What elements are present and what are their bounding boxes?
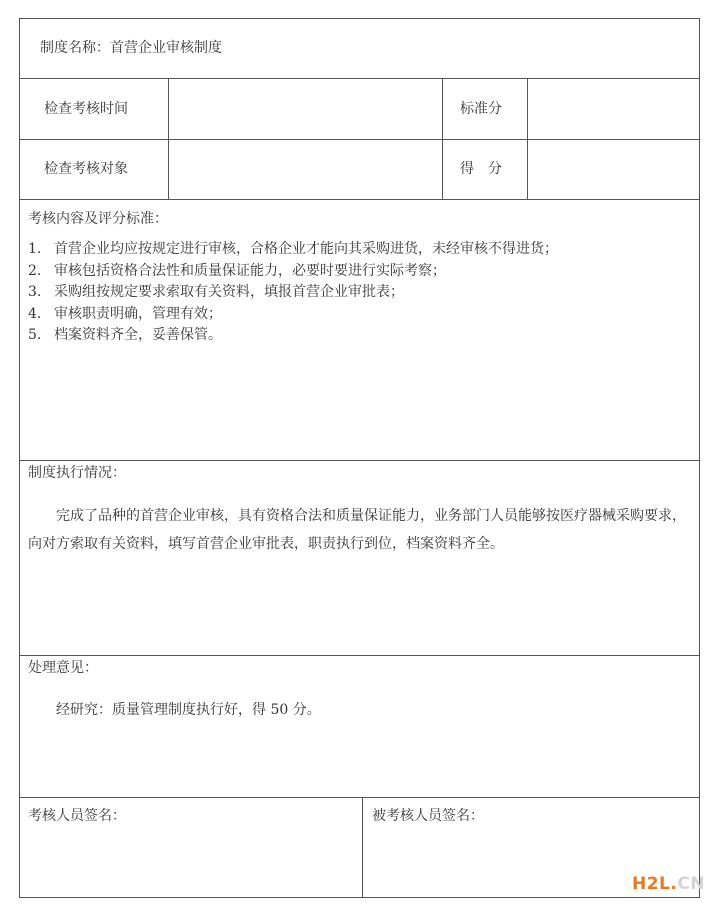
system-name: 制度名称：首营企业审核制度 [40,40,222,56]
row-divider [19,460,700,461]
row-divider [19,797,700,798]
criteria-title: 考核内容及评分标准： [28,211,168,227]
examiner-signature-label: 考核人员签名： [28,808,126,824]
execution-title: 制度执行情况： [28,465,126,481]
row-divider [19,78,700,79]
site-logo: H2L.CN [632,874,706,894]
score-label: 得 分 [460,161,502,177]
standard-score-label: 标准分 [460,101,502,117]
list-item: 2. 审核包括资格合法性和质量保证能力，必要时要进行实际考察； [28,262,446,279]
column-divider [168,78,169,199]
column-divider [442,78,443,199]
row-divider [19,655,700,656]
row-divider [19,139,700,140]
column-divider [362,797,363,898]
list-item: 1. 首营企业均应按规定进行审核，合格企业才能向其采购进货，未经审核不得进货； [28,241,558,257]
criteria-list [28,239,558,347]
check-target-label: 检查考核对象 [44,161,128,177]
execution-content: 完成了品种的首营企业审核，具有资格合法和质量保证能力，业务部门人员能够按医疗器械采购要求，向对方索取有关资料，填写首营企业审批表，职责执行到位，档案资料齐全。 [28,508,686,552]
check-time-label: 检查考核时间 [44,101,128,117]
list-item: 3. 采购组按规定要求索取有关资料，填报首营企业审批表； [28,284,404,300]
opinion-content: 经研究：质量管理制度执行好，得 50 分。 [56,702,321,718]
form-frame [19,18,700,898]
list-item: 5. 档案资料齐全，妥善保管。 [28,327,222,343]
opinion-title: 处理意见： [28,660,98,676]
examinee-signature-label: 被考核人员签名： [372,808,484,824]
column-divider [527,78,528,199]
row-divider [19,199,700,200]
list-item: 4. 审核职责明确，管理有效； [28,305,222,322]
